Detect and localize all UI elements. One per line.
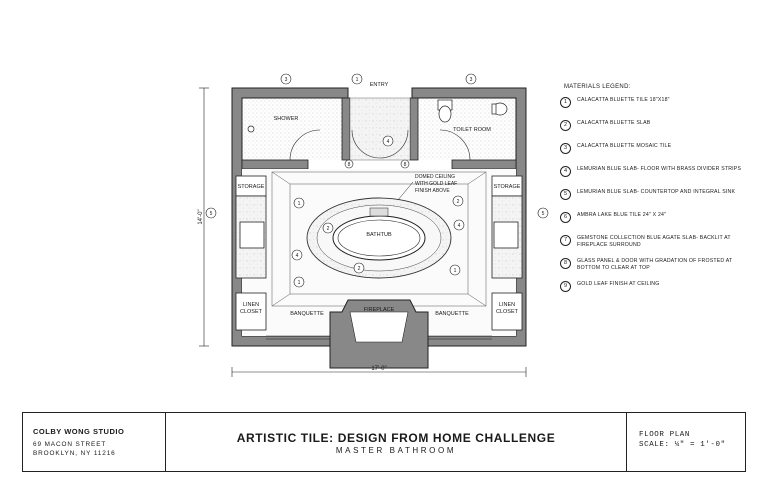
legend-text: CALACATTA BLUETTE MOSAIC TILE	[577, 143, 672, 149]
tag-2: 2	[357, 266, 361, 272]
title-block	[22, 412, 746, 472]
legend-num: 2	[560, 120, 571, 131]
ceiling-note-3: FINISH ABOVE	[415, 188, 450, 194]
legend-item	[560, 143, 750, 157]
label-storage-left: STORAGE	[237, 184, 265, 190]
scale-note: SCALE: ¼" = 1'-0"	[639, 441, 726, 449]
tag-2: 2	[456, 199, 460, 205]
label-entry: ENTRY	[369, 82, 389, 88]
studio-address-line2: BROOKLYN, NY 11216	[33, 450, 116, 457]
label-banquette-right: BANQUETTE	[435, 311, 469, 317]
tag-4: 4	[457, 223, 461, 229]
label-linen-left-2: CLOSET	[239, 309, 263, 315]
tag-1: 1	[453, 268, 457, 274]
materials-legend	[560, 84, 750, 304]
ceiling-note-1: DOMED CEILING	[415, 174, 456, 180]
legend-heading: MATERIALS LEGEND:	[564, 84, 631, 90]
legend-item	[560, 212, 750, 226]
tag-8: 8	[403, 162, 407, 168]
studio-name: COLBY WONG STUDIO	[33, 427, 125, 436]
legend-text: GEMSTONE COLLECTION BLUE AGATE SLAB- BACKLIT AT FIREPLACE SURROUND	[577, 235, 731, 248]
legend-text: GOLD LEAF FINISH AT CEILING	[577, 281, 660, 287]
tag-4: 4	[295, 253, 299, 259]
entry-floor	[350, 98, 410, 160]
label-banquette-left: BANQUETTE	[290, 311, 324, 317]
tag-5: 5	[209, 211, 213, 217]
project-title: ARTISTIC TILE: DESIGN FROM HOME CHALLENGE	[236, 431, 556, 445]
tag-1: 1	[297, 280, 301, 286]
tag-3: 3	[284, 77, 288, 83]
legend-item	[560, 120, 750, 134]
legend-item	[560, 97, 750, 111]
legend-text: AMBRA LAKE BLUE TILE 24" X 24"	[577, 212, 667, 218]
project-info	[165, 413, 627, 471]
legend-text: CALACATTA BLUETTE TILE 18"X18"	[577, 97, 670, 103]
label-shower: SHOWER	[273, 116, 299, 122]
legend-item	[560, 166, 750, 180]
legend-item	[560, 281, 750, 295]
legend-item	[560, 258, 750, 272]
legend-num: 8	[560, 258, 571, 269]
tag-5: 5	[541, 211, 545, 217]
legend-num: 5	[560, 189, 571, 200]
legend-num: 9	[560, 281, 571, 292]
tag-8: 8	[347, 162, 351, 168]
legend-text: LEMURIAN BLUE SLAB- COUNTERTOP AND INTEGRAL SINK	[577, 189, 736, 195]
legend-num: 4	[560, 166, 571, 177]
label-linen-right-1: LINEN	[498, 302, 516, 308]
tag-3: 3	[469, 77, 473, 83]
legend-item	[560, 235, 750, 249]
label-bathtub: BATHTUB	[366, 232, 392, 238]
tag-2: 2	[326, 226, 330, 232]
label-storage-right: STORAGE	[493, 184, 521, 190]
legend-num: 3	[560, 143, 571, 154]
sheet-name: FLOOR PLAN	[639, 431, 691, 439]
dim-height: 14'-0"	[198, 209, 204, 225]
label-linen-right-2: CLOSET	[495, 309, 519, 315]
label-linen-left-1: LINEN	[242, 302, 260, 308]
ceiling-note-2: WITH GOLD LEAF	[415, 181, 458, 187]
tag-4: 4	[386, 139, 390, 145]
legend-num: 7	[560, 235, 571, 246]
legend-num: 6	[560, 212, 571, 223]
legend-item	[560, 189, 750, 203]
tub-platform	[307, 198, 451, 278]
shower-floor	[242, 98, 342, 160]
legend-text: GLASS PANEL & DOOR WITH GRADATION OF FROSTED AT BOTTOM TO CLEAR AT TOP	[577, 258, 733, 271]
studio-address-line1: 69 MACON STREET	[33, 441, 107, 448]
room-title: MASTER BATHROOM	[335, 446, 457, 455]
legend-text: CALACATTA BLUETTE SLAB	[577, 120, 651, 126]
label-fireplace: FIREPLACE	[363, 307, 395, 313]
sheet-info	[626, 413, 745, 471]
legend-num: 1	[560, 97, 571, 108]
legend-text: LEMURIAN BLUE SLAB- FLOOR WITH BRASS DIVIDER STRIPS	[577, 166, 742, 172]
tag-1: 1	[297, 201, 301, 207]
tag-1: 1	[355, 77, 359, 83]
label-toilet: TOILET ROOM	[453, 127, 491, 133]
studio-info	[23, 413, 166, 471]
dim-width: 17'-0"	[371, 366, 387, 372]
